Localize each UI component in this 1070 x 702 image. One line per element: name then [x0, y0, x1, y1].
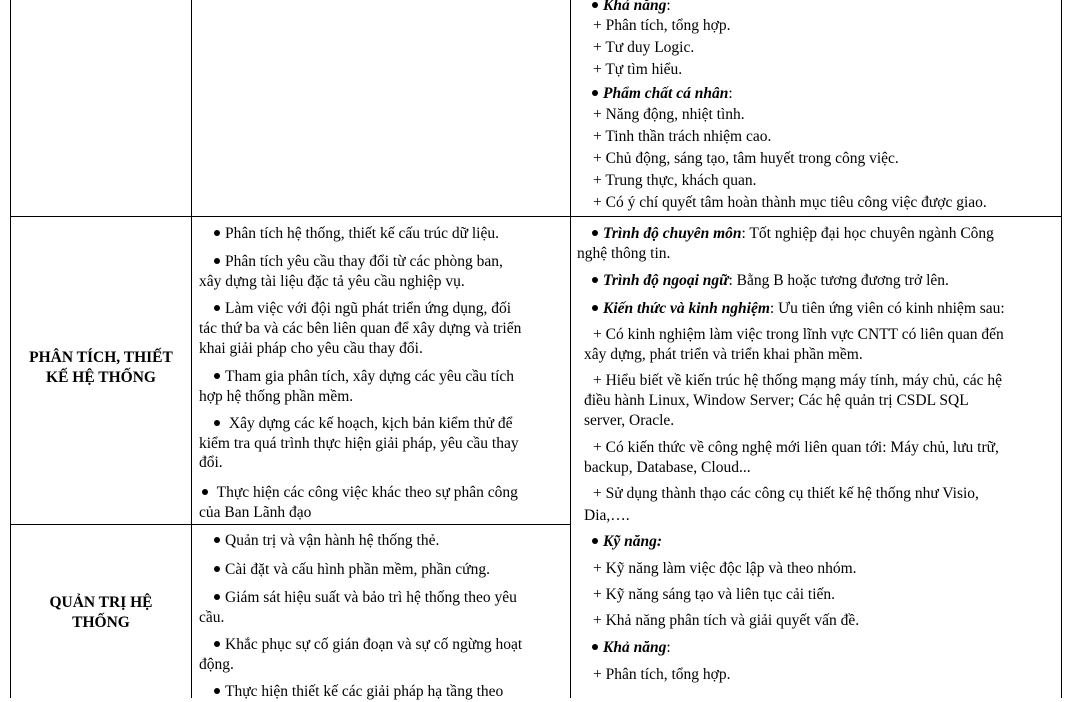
- list-item: + Có ý chí quyết tâm hoàn thành mục tiêu công việc được giao.: [593, 194, 987, 211]
- exp-item-cont: Dia,….: [584, 507, 630, 524]
- bullet-dot-icon: [592, 305, 598, 311]
- bullet-dot-icon: [214, 594, 220, 600]
- req-cont: nghệ thông tin.: [577, 245, 671, 262]
- category-line: KẾ HỆ THỐNG: [46, 369, 156, 386]
- bullet-dot-icon: [592, 230, 598, 236]
- exp-item: + Có kiến thức về công nghệ mới liên quan tới: Máy chủ, lưu trữ,: [593, 439, 999, 456]
- pham-chat-heading: Phẩm chất cá nhân:: [592, 84, 733, 104]
- bullet-dot-icon: [214, 258, 220, 264]
- task-item: Thực hiện thiết kế các giải pháp hạ tầng theo: [214, 682, 503, 702]
- list-item: + Trung thực, khách quan.: [593, 172, 757, 189]
- task-item-cont: khai giải pháp cho yêu cầu thay đổi.: [199, 340, 423, 357]
- bullet-dot-icon: [592, 277, 598, 283]
- task-item-cont: xây dựng tài liệu đặc tả yêu cầu nghiệp vụ.: [199, 273, 465, 290]
- task-item-cont: của Ban Lãnh đạo: [199, 504, 312, 521]
- list-item: + Khả năng phân tích và giải quyết vấn đề.: [593, 612, 860, 629]
- list-item: + Phân tích, tổng hợp.: [593, 666, 731, 683]
- req-kien-thuc: Kiến thức và kinh nghiệm: Ưu tiên ứng viên có kinh nhiệm sau:: [592, 299, 1005, 319]
- category-line: QUẢN TRỊ HỆ: [49, 594, 153, 611]
- kha-nang-heading: Khả năng:: [592, 0, 671, 16]
- task-item-cont: cầu.: [199, 609, 225, 626]
- list-item: + Chủ động, sáng tạo, tâm huyết trong công việc.: [593, 150, 899, 167]
- exp-item-cont: điều hành Linux, Window Server; Các hệ quản trị CSDL SQL: [584, 392, 969, 409]
- task-item: Giám sát hiệu suất và bảo trì hệ thống theo yêu: [214, 588, 517, 608]
- bullet-dot-icon: [592, 538, 598, 544]
- bullet-dot-icon: [214, 420, 220, 426]
- category-line: THỐNG: [72, 614, 130, 631]
- task-item: Làm việc với đội ngũ phát triển ứng dụng, đối: [214, 299, 511, 319]
- task-item: Xây dựng các kế hoạch, kịch bản kiểm thử để: [214, 414, 513, 434]
- list-item: + Kỹ năng sáng tạo và liên tục cải tiến.: [593, 586, 836, 603]
- category-line: PHÂN TÍCH, THIẾT: [29, 349, 173, 366]
- task-item: Khắc phục sự cố gián đoạn và sự cố ngừng hoạt: [214, 635, 522, 655]
- bullet-dot-icon: [214, 688, 220, 694]
- task-item-cont: kiểm tra quá trình thực hiện giải pháp, yêu cầu thay: [199, 435, 519, 452]
- column-divider-2: [570, 0, 571, 698]
- bullet-dot-icon: [592, 644, 598, 650]
- exp-item-cont: backup, Database, Cloud...: [584, 459, 751, 476]
- list-item: + Tư duy Logic.: [593, 39, 695, 56]
- list-item: + Phân tích, tổng hợp.: [593, 17, 731, 34]
- task-item-cont: động.: [199, 656, 234, 673]
- row-divider-2: [10, 524, 571, 525]
- category-quan-tri-he-thong: [11, 593, 191, 633]
- exp-item: + Có kinh nghiệm làm việc trong lĩnh vực CNTT có liên quan đến: [593, 326, 1004, 343]
- row-divider-1: [10, 216, 1062, 217]
- req-trinh-do-chuyen-mon: Trình độ chuyên môn: Tốt nghiệp đại học chuyên ngành Công: [592, 224, 994, 244]
- req-trinh-do-ngoai-ngu: Trình độ ngoại ngữ: Bằng B hoặc tương đương trở lên.: [592, 271, 949, 291]
- column-divider-1: [191, 0, 192, 698]
- table-border-right: [1061, 0, 1062, 698]
- task-item: Thực hiện các công việc khác theo sự phân công: [202, 483, 518, 503]
- task-item: Quản trị và vận hành hệ thống thẻ.: [214, 531, 439, 551]
- bullet-dot-icon: [592, 2, 598, 8]
- ky-nang-heading: Kỹ năng:: [592, 532, 662, 552]
- task-item: Phân tích yêu cầu thay đổi từ các phòng ban,: [214, 252, 503, 272]
- task-item-cont: tác thứ ba và các bên liên quan để xây dựng và triển: [199, 320, 522, 337]
- list-item: + Tinh thần trách nhiệm cao.: [593, 128, 772, 145]
- exp-item-cont: server, Oracle.: [584, 412, 675, 429]
- list-item: + Năng động, nhiệt tình.: [593, 106, 745, 123]
- bullet-dot-icon: [592, 90, 598, 96]
- bullet-dot-icon: [214, 537, 220, 543]
- category-phan-tich-thiet-ke: [11, 348, 191, 388]
- bullet-dot-icon: [214, 641, 220, 647]
- list-item: + Tự tìm hiểu.: [593, 61, 683, 78]
- bullet-dot-icon: [214, 373, 220, 379]
- bullet-dot-icon: [214, 305, 220, 311]
- kha-nang-heading: Khả năng:: [592, 638, 671, 658]
- bullet-dot-icon: [214, 566, 220, 572]
- exp-item-cont: xây dựng, phát triển và triển khai phần mềm.: [584, 346, 863, 363]
- task-item-cont: đổi.: [199, 454, 223, 471]
- exp-item: + Hiểu biết về kiến trúc hệ thống mạng máy tính, máy chủ, các hệ: [593, 372, 1003, 389]
- task-item: Phân tích hệ thống, thiết kế cấu trúc dữ liệu.: [214, 224, 499, 244]
- task-item: Cài đặt và cấu hình phần mềm, phần cứng.: [214, 560, 490, 580]
- exp-item: + Sử dụng thành thạo các công cụ thiết kế hệ thống như Visio,: [593, 485, 979, 502]
- bullet-dot-icon: [214, 230, 220, 236]
- task-item: Tham gia phân tích, xây dựng các yêu cầu tích: [214, 367, 514, 387]
- task-item-cont: hợp hệ thống phần mềm.: [199, 388, 354, 405]
- list-item: + Kỹ năng làm việc độc lập và theo nhóm.: [593, 560, 857, 577]
- bullet-dot-icon: [202, 489, 208, 495]
